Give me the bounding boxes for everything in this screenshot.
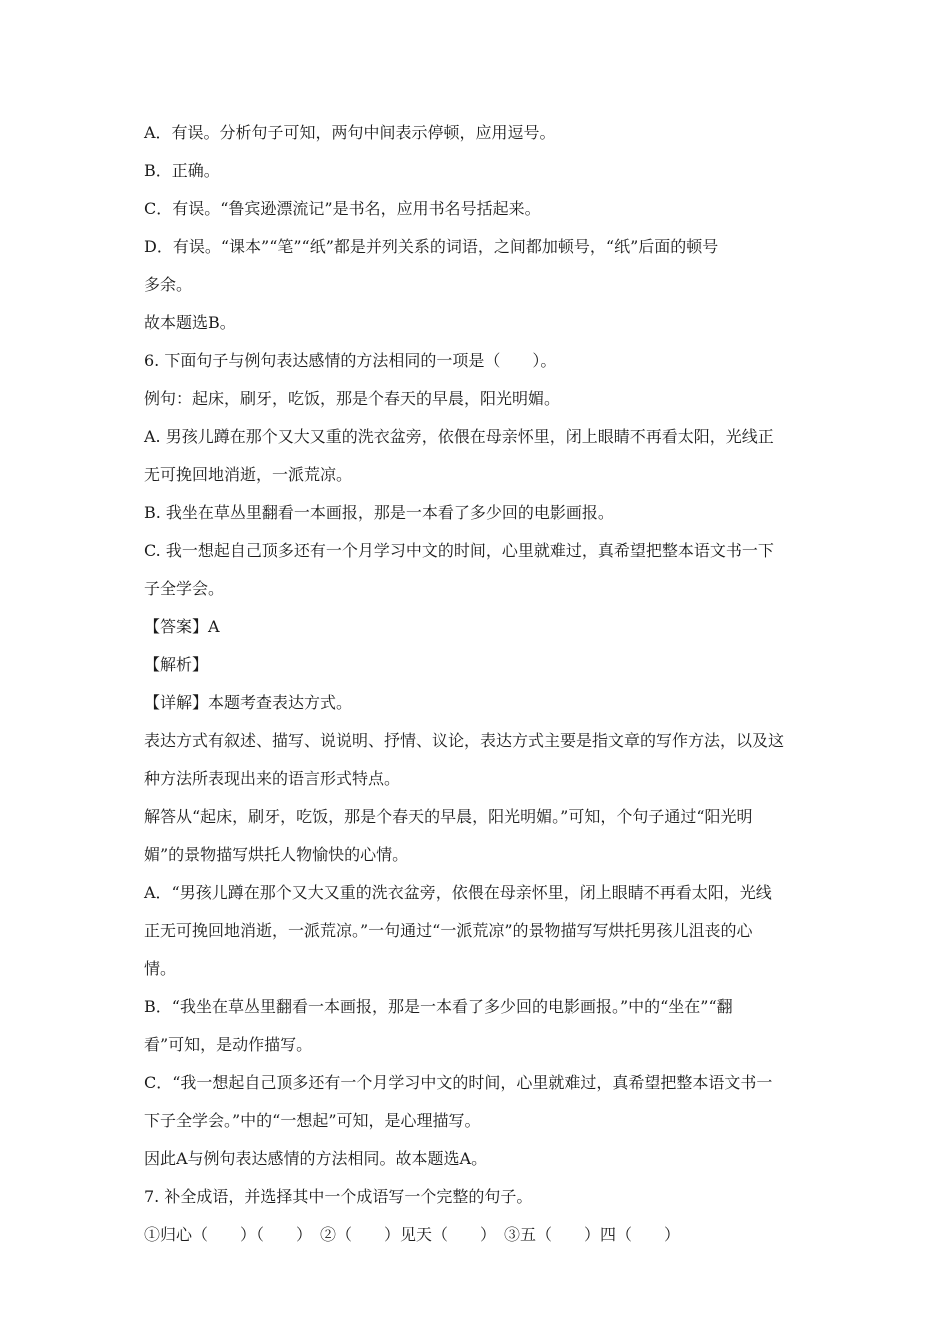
text-line: 下子全学会。”中的“一想起”可知，是心理描写。 [144, 1111, 481, 1130]
text-line: 无可挽回地消逝，一派荒凉。 [144, 465, 353, 484]
text-line: 正无可挽回地消逝，一派荒凉。”一句通过“一派荒凉”的景物描写写烘托男孩儿沮丧的心 [144, 921, 753, 940]
text-line: B. 我坐在草丛里翻看一本画报，那是一本看了多少回的电影画报。 [144, 503, 614, 522]
text-line: A．有误。分析句子可知，两句中间表示停顿，应用逗号。 [144, 123, 556, 142]
text-line: 媚”的景物描写烘托人物愉快的心情。 [144, 845, 409, 864]
idiom-blanks: ①归心（ ）（ ） ②（ ）见天（ ） ③五（ ）四（ ） [144, 1225, 681, 1244]
question-6-title: 6. 下面句子与例句表达感情的方法相同的一项是（ ）。 [144, 351, 557, 370]
text-line: 情。 [144, 959, 177, 978]
text-line: C．“我一想起自己顶多还有一个月学习中文的时间，心里就难过，真希望把整本语文书一 [144, 1073, 773, 1092]
text-line: A．“男孩儿蹲在那个又大又重的洗衣盆旁，依偎在母亲怀里，闭上眼睛不再看太阳，光线 [144, 883, 772, 902]
text-line: 因此A与例句表达感情的方法相同。故本题选A。 [144, 1149, 488, 1168]
text-line: 种方法所表现出来的语言形式特点。 [144, 769, 401, 788]
text-line: 故本题选B。 [144, 313, 236, 332]
text-line: 表达方式有叙述、描写、说说明、抒情、议论，表达方式主要是指文章的写作方法，以及这 [144, 731, 785, 750]
text-line: C. 我一想起自己顶多还有一个月学习中文的时间，心里就难过，真希望把整本语文书一下 [144, 541, 774, 560]
text-line: C．有误。“鲁宾逊漂流记”是书名，应用书名号括起来。 [144, 199, 541, 218]
text-line: D．有误。“课本”“笔”“纸”都是并列关系的词语，之间都加顿号，“纸”后面的顿号 [144, 237, 719, 256]
detail-label: 【详解】本题考查表达方式。 [144, 693, 353, 712]
analysis-label: 【解析】 [144, 655, 209, 674]
text-line: B．“我坐在草丛里翻看一本画报，那是一本看了多少回的电影画报。”中的“坐在”“翻 [144, 997, 733, 1016]
text-line: 例句：起床，刷牙，吃饭，那是个春天的早晨，阳光明媚。 [144, 389, 561, 408]
text-line: 多余。 [144, 275, 193, 294]
text-line: A. 男孩儿蹲在那个又大又重的洗衣盆旁，依偎在母亲怀里，闭上眼睛不再看太阳，光线正 [144, 427, 774, 446]
question-7-title: 7. 补全成语，并选择其中一个成语写一个完整的句子。 [144, 1187, 533, 1206]
answer-label: 【答案】A [144, 617, 220, 636]
text-line: 解答从“起床，刷牙，吃饭，那是个春天的早晨，阳光明媚。”可知，个句子通过“阳光明 [144, 807, 753, 826]
text-line: 看”可知，是动作描写。 [144, 1035, 313, 1054]
text-line: B．正确。 [144, 161, 220, 180]
text-line: 子全学会。 [144, 579, 225, 598]
